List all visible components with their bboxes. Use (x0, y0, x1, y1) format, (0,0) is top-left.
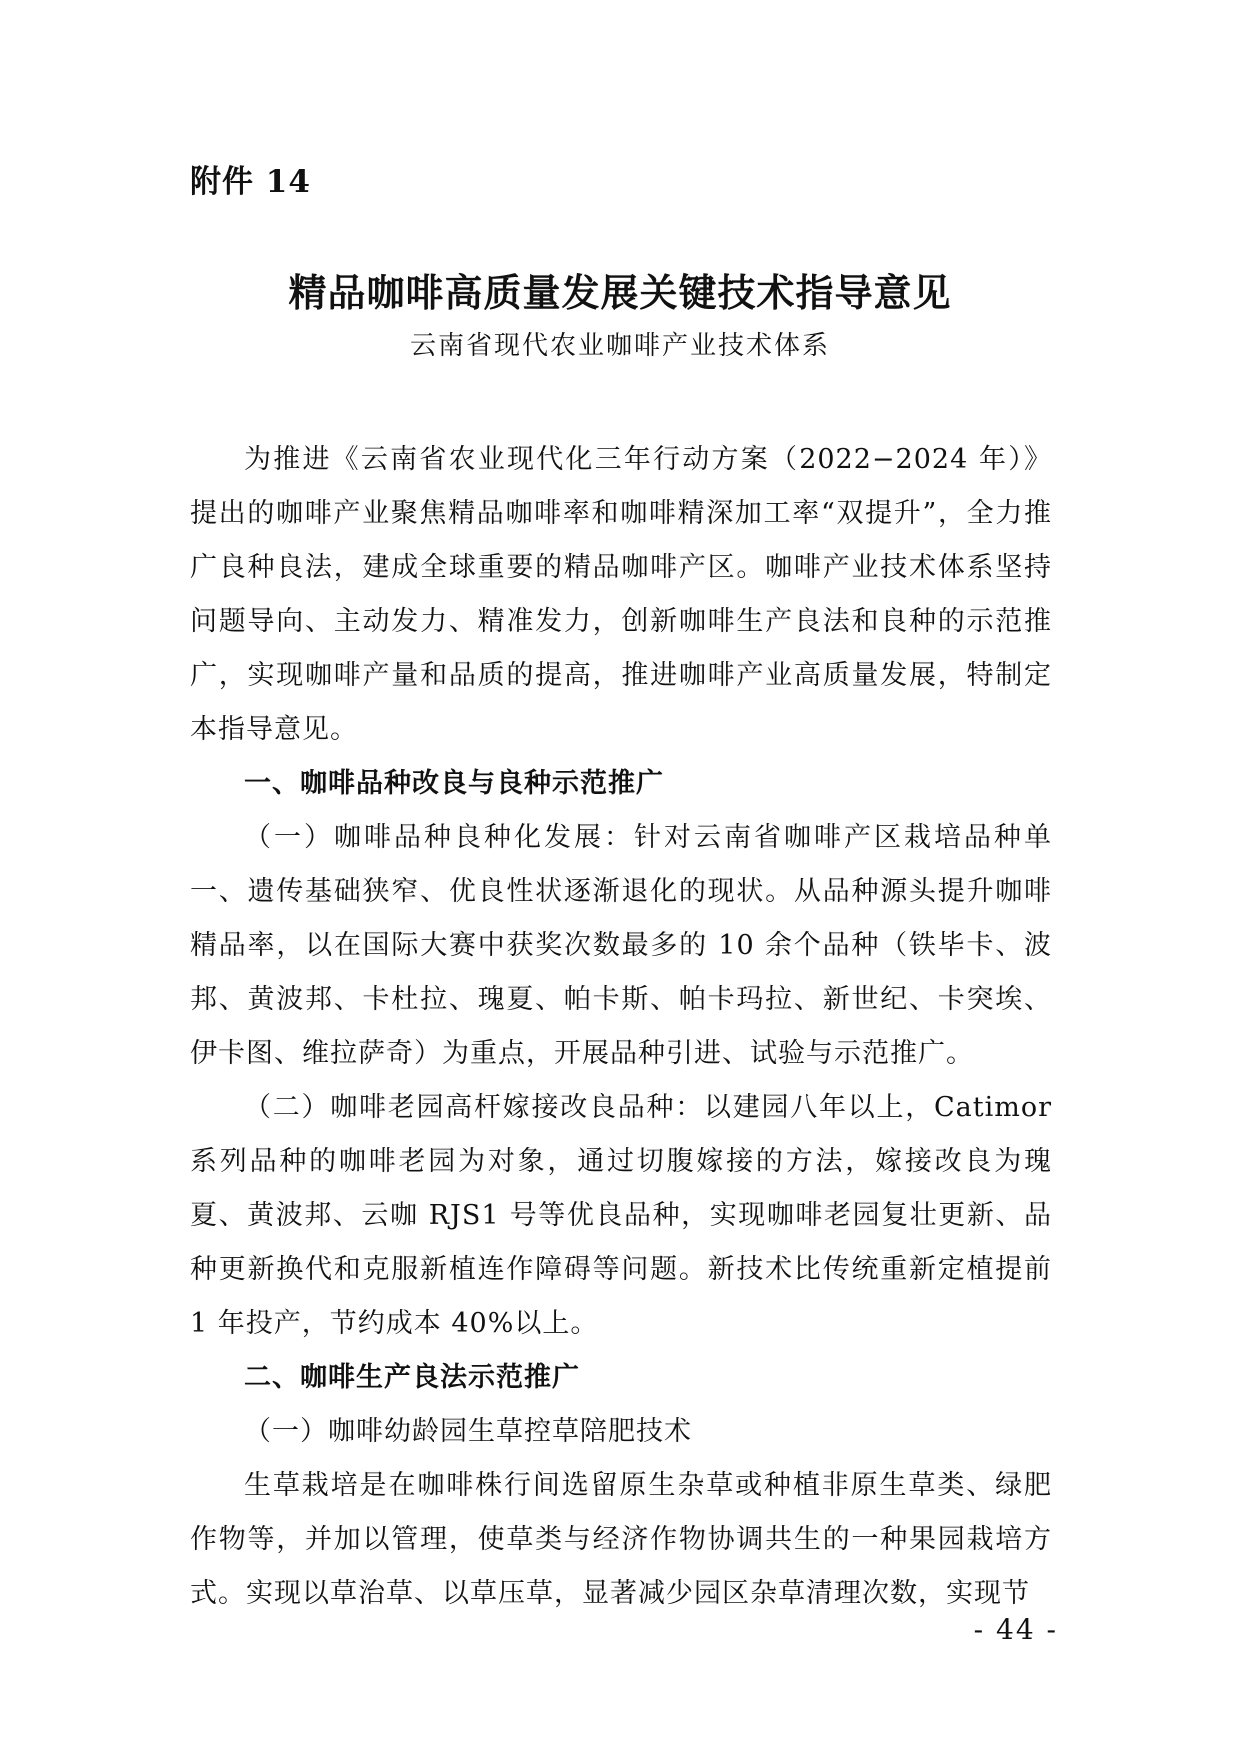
attachment-label: 附件 14 (190, 164, 311, 200)
section-heading-2: 二、咖啡生产良法示范推广 (244, 1362, 580, 1393)
section-2-item-1-heading: （一）咖啡幼龄园生草控草陪肥技术 (244, 1416, 692, 1447)
intro-paragraph: 为推进《云南省农业现代化三年行动方案（2022−2024 年）》提出的咖啡产业聚焦精品咖啡率和咖啡精深加工率“双提升”，全力推广良种良法，建成全球重要的精品咖啡产区。咖啡产业技术体系坚持问题导向、主动发力、精准发力，创新咖啡生产良法和良种的示范推广，实现咖啡产量和品质的提高，推进咖啡产业高质量发展，特制定本指导意见。 (190, 444, 1052, 745)
section-2-item-1-text: 生草栽培是在咖啡株行间选留原生杂草或种植非原生草类、绿肥作物等，并加以管理，使草类与经济作物协调共生的一种果园栽培方式。实现以草治草、以草压草，显著减少园区杂草清理次数，实现节 (190, 1470, 1052, 1609)
section-1-item-2: （二）咖啡老园高杆嫁接改良品种：以建园八年以上，Catimor 系列品种的咖啡老园为对象，通过切腹嫁接的方法，嫁接改良为瑰夏、黄波邦、云咖 RJS1 号等优良品种，实现咖啡老园复壮更新、品种更新换代和克服新植连作障碍等问题。新技术比传统重新定植提前 1 年投产，节约成本 40%以上。 (190, 1092, 1052, 1339)
section-heading-1: 一、咖啡品种改良与良种示范推广 (244, 768, 664, 799)
document-subtitle: 云南省现代农业咖啡产业技术体系 (409, 331, 830, 361)
page-number: - 44 - (973, 1613, 1058, 1646)
document-body (190, 433, 1052, 1621)
section-1-item-1: （一）咖啡品种良种化发展：针对云南省咖啡产区栽培品种单一、遗传基础狭窄、优良性状逐渐退化的现状。从品种源头提升咖啡精品率，以在国际大赛中获奖次数最多的 10 余个品种（铁毕卡、波邦、黄波邦、卡杜拉、瑰夏、帕卡斯、帕卡玛拉、新世纪、卡突埃、伊卡图、维拉萨奇）为重点，开展品种引进、试验与示范推广。 (190, 822, 1052, 1069)
document-title: 精品咖啡高质量发展关键技术指导意见 (288, 270, 952, 315)
